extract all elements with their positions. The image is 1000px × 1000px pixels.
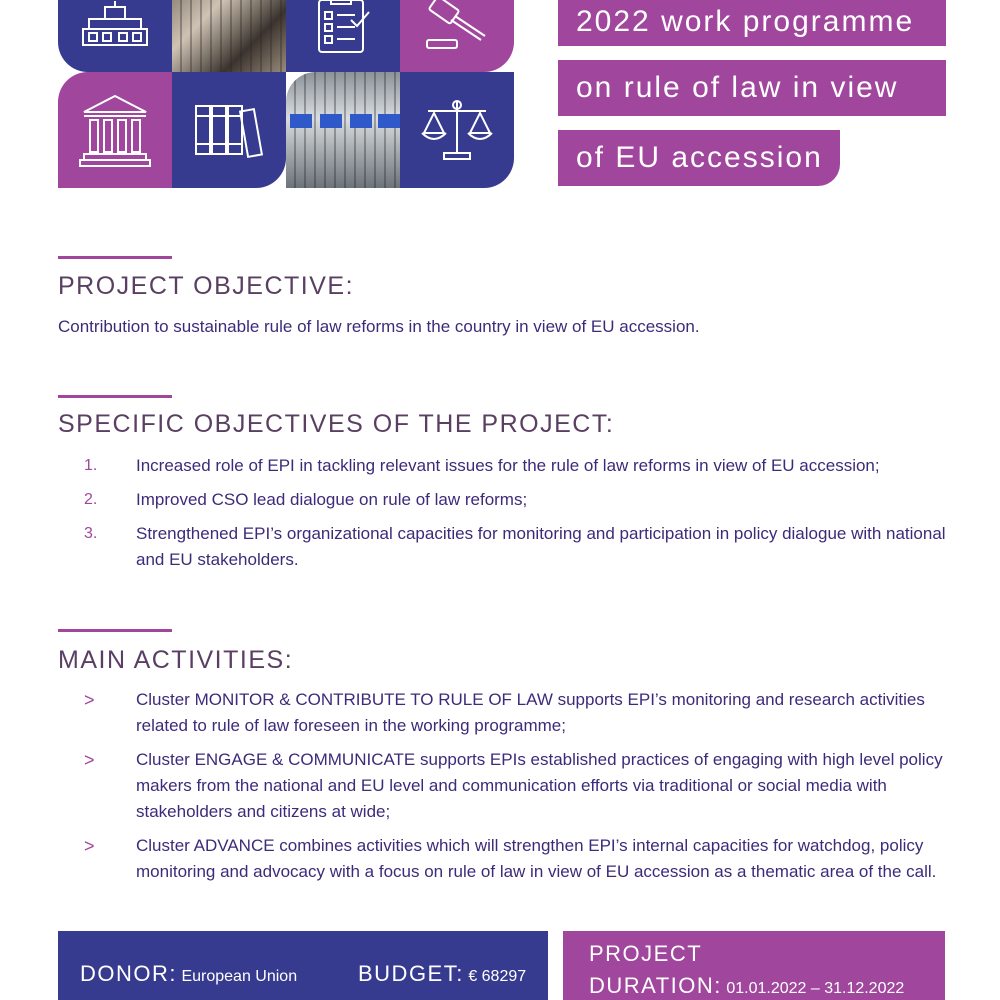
header-mosaic xyxy=(58,0,514,188)
donor-budget-box xyxy=(58,931,548,1000)
list-item xyxy=(84,453,964,479)
list-number: 3. xyxy=(84,525,98,542)
list-item xyxy=(84,521,964,573)
gavel-icon xyxy=(400,0,514,72)
list-number: 2. xyxy=(84,491,98,508)
chevron-right-icon: > xyxy=(84,690,95,710)
title-line-3: of EU accession xyxy=(558,130,840,186)
budget-value: € 68297 xyxy=(468,968,527,985)
list-number: 1. xyxy=(84,457,98,474)
specific-objectives-heading: SPECIFIC OBJECTIVES OF THE PROJECT: xyxy=(58,410,615,438)
list-item-text: Cluster ENGAGE & COMMUNICATE supports EPIs established practices of engaging with high level policy makers from the national and EU level and communication efforts via traditional or social media with stakeholders and citizens at wide; xyxy=(136,750,943,821)
scales-icon xyxy=(400,72,514,188)
section-divider xyxy=(58,629,172,632)
budget-info xyxy=(358,961,526,987)
duration-box xyxy=(563,931,945,1000)
list-item-text: Strengthened EPI’s organizational capacities for monitoring and participation in policy dialogue with national and EU stakeholders. xyxy=(136,524,946,569)
list-item xyxy=(84,747,964,825)
list-item xyxy=(84,487,964,513)
chevron-right-icon: > xyxy=(84,750,95,770)
meeting-photo xyxy=(172,0,286,72)
duration-value: 01.01.2022 – 31.12.2022 xyxy=(726,980,905,997)
parliament-icon xyxy=(58,0,172,72)
specific-objectives-list xyxy=(84,453,964,573)
checklist-icon xyxy=(286,0,400,72)
title-line-2: on rule of law in view xyxy=(558,60,946,116)
budget-label: BUDGET: xyxy=(358,961,464,986)
section-divider xyxy=(58,395,172,398)
main-activities-list xyxy=(84,687,964,885)
duration-label-1: PROJECT xyxy=(589,941,703,966)
list-item xyxy=(84,687,964,739)
chevron-right-icon: > xyxy=(84,836,95,856)
duration-info xyxy=(589,973,904,999)
main-activities-heading: MAIN ACTIVITIES: xyxy=(58,646,294,674)
list-item-text: Cluster ADVANCE combines activities which will strengthen EPI’s internal capacities for watchdog, policy monitoring and advocacy with a focus on rule of law in view of EU accession as a thematic area of the call. xyxy=(136,836,937,881)
duration-label-2: DURATION: xyxy=(589,973,722,998)
books-icon xyxy=(172,72,286,188)
list-item-text: Increased role of EPI in tackling relevant issues for the rule of law reforms in view of EU accession; xyxy=(136,456,880,475)
eu-building-photo xyxy=(286,72,400,188)
donor-info xyxy=(80,961,297,987)
courthouse-icon xyxy=(58,72,172,188)
donor-label: DONOR: xyxy=(80,961,177,986)
list-item-text: Cluster MONITOR & CONTRIBUTE TO RULE OF LAW supports EPI’s monitoring and research activities related to rule of law foreseen in the working programme; xyxy=(136,690,925,735)
objective-heading: PROJECT OBJECTIVE: xyxy=(58,272,355,300)
title-line-1: 2022 work programme xyxy=(558,0,946,46)
objective-text: Contribution to sustainable rule of law reforms in the country in view of EU accession. xyxy=(58,317,700,336)
section-divider xyxy=(58,256,172,259)
donor-value: European Union xyxy=(181,968,298,985)
list-item xyxy=(84,833,964,885)
list-item-text: Improved CSO lead dialogue on rule of law reforms; xyxy=(136,490,528,509)
